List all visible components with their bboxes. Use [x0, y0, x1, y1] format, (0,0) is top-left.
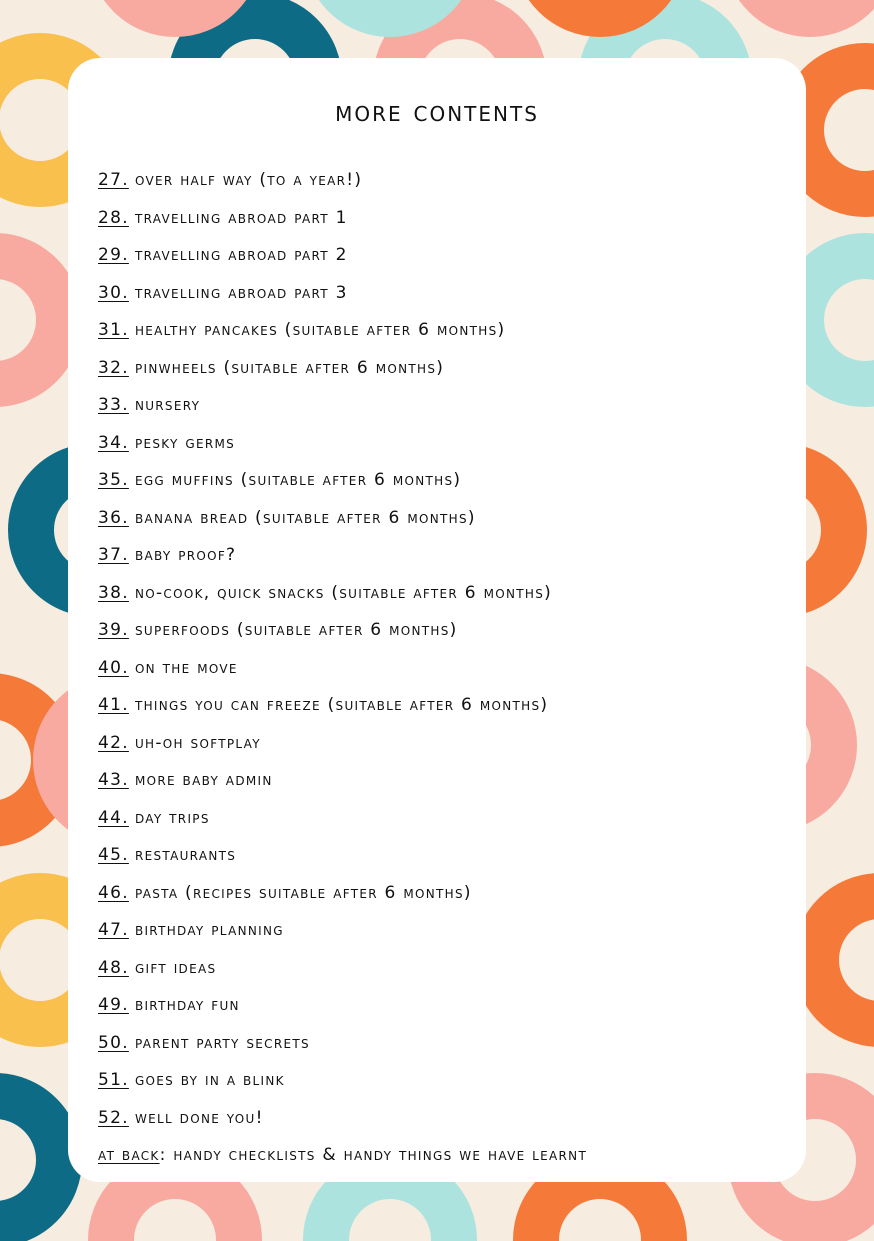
entry-number: 52.: [98, 1107, 129, 1128]
entry-number: 30.: [98, 282, 129, 303]
contents-entry: [98, 987, 587, 1025]
entry-number: 44.: [98, 807, 129, 828]
page-title: more contents: [335, 95, 539, 128]
contents-entry: [98, 1100, 587, 1138]
entry-title: uh-oh softplay: [134, 732, 261, 753]
contents-entry: [98, 537, 587, 575]
contents-entry: [98, 162, 587, 200]
entry-title: birthday planning: [134, 920, 284, 940]
entry-number: 43.: [98, 770, 129, 790]
entry-title: gift ideas: [134, 957, 217, 978]
entry-title: egg muffins (suitable after 6 months): [134, 470, 462, 490]
contents-entry: [98, 800, 587, 838]
entry-title: travelling abroad part 3: [134, 282, 348, 303]
entry-title: banana bread (suitable after 6 months): [134, 507, 476, 528]
contents-entry: [98, 575, 587, 613]
contents-entry: [98, 762, 587, 800]
entry-number: 38.: [98, 582, 129, 603]
contents-entry: [98, 312, 587, 350]
decorative-ring: [0, 1096, 59, 1224]
entry-title: travelling abroad part 2: [134, 245, 348, 265]
entry-title: well done you!: [134, 1107, 264, 1128]
entry-number: 39.: [98, 620, 129, 640]
contents-entry: [98, 650, 587, 688]
decorative-ring: [801, 66, 874, 194]
entry-title: parent party secrets: [134, 1032, 310, 1053]
entry-number: 51.: [98, 1070, 129, 1090]
entry-title: on the move: [134, 657, 238, 678]
entry-title: superfoods (suitable after 6 months): [134, 620, 458, 640]
entry-title: pesky germs: [134, 432, 236, 453]
entry-title: things you can freeze (suitable after 6 months): [134, 695, 549, 715]
entry-title: baby proof?: [134, 545, 237, 565]
decorative-ring: [111, 1176, 239, 1241]
entry-title: goes by in a blink: [134, 1070, 285, 1090]
entry-title: nursery: [134, 395, 201, 415]
decorative-ring: [801, 256, 874, 384]
entry-title: over half way (to a year!): [134, 170, 363, 190]
contents-entry: [98, 725, 587, 763]
contents-entry: [98, 950, 587, 988]
back-label: at back: [98, 1145, 160, 1165]
back-matter-entry: [98, 1137, 587, 1175]
entry-title: birthday fun: [134, 995, 240, 1015]
entry-number: 33.: [98, 395, 129, 415]
contents-entry: [98, 875, 587, 913]
entry-title: pasta (recipes suitable after 6 months): [134, 882, 472, 903]
entry-number: 47.: [98, 920, 129, 940]
entry-title: day trips: [134, 807, 210, 828]
entry-number: 42.: [98, 732, 129, 753]
contents-entry: [98, 912, 587, 950]
entry-title: travelling abroad part 1: [134, 207, 348, 228]
contents-list: [98, 162, 587, 1175]
contents-entry: [98, 425, 587, 463]
entry-number: 37.: [98, 545, 129, 565]
decorative-ring: [111, 0, 239, 14]
entry-number: 49.: [98, 995, 129, 1015]
contents-entry: [98, 200, 587, 238]
entry-number: 50.: [98, 1032, 129, 1053]
decorative-ring: [746, 0, 874, 14]
contents-entry: [98, 612, 587, 650]
contents-entry: [98, 462, 587, 500]
entry-number: 36.: [98, 507, 129, 528]
decorative-ring: [536, 0, 664, 14]
decorative-ring: [326, 1176, 454, 1241]
entry-number: 27.: [98, 170, 129, 190]
contents-entry: [98, 350, 587, 388]
entry-number: 32.: [98, 357, 129, 378]
contents-entry: [98, 237, 587, 275]
entry-title: healthy pancakes (suitable after 6 months): [134, 320, 506, 340]
contents-entry: [98, 687, 587, 725]
entry-title: no-cook, quick snacks (suitable after 6 months): [134, 582, 553, 603]
entry-number: 31.: [98, 320, 129, 340]
decorative-ring: [326, 0, 454, 14]
entry-number: 46.: [98, 882, 129, 903]
decorative-ring: [0, 256, 59, 384]
contents-entry: [98, 1025, 587, 1063]
entry-number: 34.: [98, 432, 129, 453]
entry-number: 29.: [98, 245, 129, 265]
decorative-ring: [816, 896, 874, 1024]
contents-entry: [98, 387, 587, 425]
contents-entry: [98, 837, 587, 875]
back-text: : handy checklists & handy things we have learnt: [159, 1145, 588, 1165]
entry-title: pinwheels (suitable after 6 months): [134, 357, 445, 378]
entry-number: 48.: [98, 957, 129, 978]
contents-entry: [98, 1062, 587, 1100]
decorative-ring: [536, 1176, 664, 1241]
contents-entry: [98, 275, 587, 313]
contents-entry: [98, 500, 587, 538]
entry-title: more baby admin: [134, 770, 273, 790]
entry-number: 28.: [98, 207, 129, 228]
entry-number: 41.: [98, 695, 129, 715]
entry-title: restaurants: [134, 845, 237, 865]
entry-number: 45.: [98, 845, 129, 865]
entry-number: 35.: [98, 470, 129, 490]
entry-number: 40.: [98, 657, 129, 678]
